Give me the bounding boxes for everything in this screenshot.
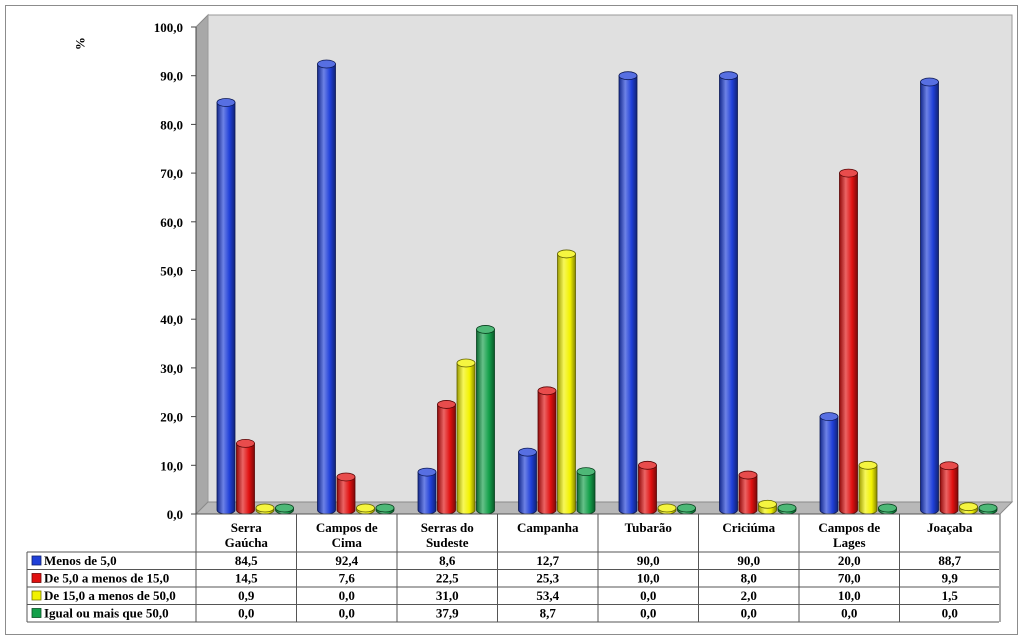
bar bbox=[678, 504, 696, 514]
data-value: 12,7 bbox=[536, 553, 560, 568]
data-value: 0,0 bbox=[238, 605, 255, 621]
bar bbox=[840, 169, 858, 514]
bar bbox=[538, 387, 556, 514]
category-label: Campos de Lages bbox=[818, 520, 881, 550]
bar bbox=[739, 471, 757, 514]
bar-body bbox=[457, 363, 475, 514]
legend-swatch bbox=[32, 574, 41, 583]
bar-top bbox=[960, 503, 978, 511]
bar bbox=[376, 504, 394, 514]
bar bbox=[337, 473, 355, 514]
bar-body bbox=[859, 465, 877, 514]
bar bbox=[778, 504, 796, 514]
data-value: 9,9 bbox=[941, 570, 958, 586]
data-value: 22,5 bbox=[435, 570, 459, 586]
bar-top bbox=[979, 504, 997, 512]
data-value: 8,7 bbox=[539, 605, 556, 621]
bar-body bbox=[820, 417, 838, 514]
y-axis bbox=[73, 20, 196, 522]
bar bbox=[820, 413, 838, 514]
bar-body bbox=[237, 443, 255, 514]
bar bbox=[256, 504, 274, 514]
bar-body bbox=[619, 76, 637, 514]
bar bbox=[577, 468, 595, 514]
y-tick-label: 80,0 bbox=[160, 117, 183, 133]
bar-body bbox=[438, 404, 456, 514]
data-value: 20,0 bbox=[837, 553, 861, 568]
data-value: 88,7 bbox=[938, 553, 962, 568]
bar bbox=[276, 504, 294, 514]
category-label: Criciúma bbox=[722, 520, 776, 535]
bar bbox=[457, 359, 475, 514]
data-value: 37,9 bbox=[435, 605, 459, 621]
bar bbox=[979, 504, 997, 514]
legend-swatch bbox=[32, 591, 41, 600]
bar-top bbox=[558, 250, 576, 258]
bar-top bbox=[820, 413, 838, 421]
data-value: 90,0 bbox=[636, 553, 660, 568]
bar-top bbox=[276, 504, 294, 512]
series-name: De 5,0 a menos de 15,0 bbox=[44, 570, 170, 586]
bar-top bbox=[538, 387, 556, 395]
bar-body bbox=[217, 102, 235, 514]
y-tick-label: 90,0 bbox=[160, 68, 183, 84]
bar-top bbox=[577, 468, 595, 476]
bar-top bbox=[720, 72, 738, 80]
category-label: Tubarão bbox=[624, 520, 672, 535]
bar-body bbox=[739, 475, 757, 514]
bar-body bbox=[940, 466, 958, 514]
data-value: 1,5 bbox=[941, 588, 958, 603]
bar bbox=[940, 462, 958, 514]
data-value: 92,4 bbox=[335, 553, 359, 568]
data-value: 0,0 bbox=[640, 588, 657, 603]
bar bbox=[418, 468, 436, 514]
bar-top bbox=[859, 461, 877, 469]
data-value: 90,0 bbox=[737, 553, 761, 568]
legend-swatch bbox=[32, 609, 41, 618]
category-label: Campanha bbox=[517, 520, 579, 535]
y-tick-label: 50,0 bbox=[160, 263, 183, 279]
bar-body bbox=[639, 465, 657, 514]
bar-top bbox=[739, 471, 757, 479]
bar-top bbox=[318, 60, 336, 68]
bar bbox=[619, 72, 637, 514]
data-value: 8,0 bbox=[740, 570, 757, 586]
bar-top bbox=[678, 504, 696, 512]
y-tick-label: 30,0 bbox=[160, 360, 183, 376]
bar-top bbox=[418, 468, 436, 476]
y-tick-label: 0,0 bbox=[166, 507, 183, 522]
bar bbox=[477, 325, 495, 514]
y-tick-label: 60,0 bbox=[160, 214, 183, 230]
bar bbox=[960, 503, 978, 514]
series-name: De 15,0 a menos de 50,0 bbox=[44, 588, 176, 603]
category-label: Joaçaba bbox=[927, 520, 973, 535]
bar-body bbox=[418, 472, 436, 514]
data-value: 0,9 bbox=[238, 588, 255, 603]
bar bbox=[639, 461, 657, 514]
bar-top bbox=[217, 98, 235, 106]
data-value: 0,0 bbox=[640, 605, 657, 621]
bar-body bbox=[720, 76, 738, 514]
data-value: 8,6 bbox=[439, 553, 456, 568]
legend-swatch bbox=[32, 556, 41, 565]
data-value: 0,0 bbox=[338, 605, 355, 621]
data-value: 53,4 bbox=[536, 588, 560, 603]
bar-top bbox=[759, 500, 777, 508]
bar-top bbox=[477, 325, 495, 333]
bar-body bbox=[318, 64, 336, 514]
bar-top bbox=[940, 462, 958, 470]
side-wall bbox=[196, 15, 208, 514]
bar bbox=[921, 78, 939, 514]
bar-body bbox=[558, 254, 576, 514]
y-tick-label: 20,0 bbox=[160, 409, 183, 425]
data-value: 10,0 bbox=[837, 588, 861, 603]
bar-body bbox=[519, 452, 537, 514]
y-tick-label: 10,0 bbox=[160, 458, 183, 474]
y-tick-label: 40,0 bbox=[160, 312, 183, 328]
bar-top bbox=[519, 448, 537, 456]
data-value: 0,0 bbox=[841, 605, 858, 621]
y-axis-label: % bbox=[73, 37, 88, 50]
bar bbox=[357, 504, 375, 514]
bar bbox=[859, 461, 877, 514]
bar-top bbox=[376, 504, 394, 512]
data-value: 31,0 bbox=[435, 588, 459, 603]
bar-top bbox=[357, 504, 375, 512]
bar-top bbox=[778, 504, 796, 512]
bar-body bbox=[538, 391, 556, 514]
bar-top bbox=[256, 504, 274, 512]
data-value: 25,3 bbox=[536, 570, 560, 586]
data-value: 84,5 bbox=[234, 553, 258, 568]
bar bbox=[759, 500, 777, 514]
data-table bbox=[27, 514, 1000, 622]
bar-top bbox=[658, 504, 676, 512]
bar-top bbox=[619, 72, 637, 80]
bar bbox=[558, 250, 576, 514]
data-value: 0,0 bbox=[740, 605, 757, 621]
bar bbox=[217, 98, 235, 514]
bar-top bbox=[438, 400, 456, 408]
bar-body bbox=[921, 82, 939, 514]
bar-top bbox=[639, 461, 657, 469]
series-name: Menos de 5,0 bbox=[44, 553, 117, 568]
data-value: 7,6 bbox=[338, 570, 355, 586]
bar-top bbox=[237, 439, 255, 447]
category-label: Serra Gaúcha bbox=[224, 520, 268, 550]
bar bbox=[720, 72, 738, 514]
bar bbox=[318, 60, 336, 514]
data-value: 0,0 bbox=[941, 605, 958, 621]
bar-body bbox=[337, 477, 355, 514]
bar-top bbox=[840, 169, 858, 177]
data-value: 2,0 bbox=[740, 588, 757, 603]
bar bbox=[658, 504, 676, 514]
bar-top bbox=[337, 473, 355, 481]
bar-body bbox=[577, 472, 595, 514]
category-label: Serras do Sudeste bbox=[420, 520, 474, 550]
y-tick-label: 100,0 bbox=[153, 20, 183, 35]
data-value: 14,5 bbox=[234, 570, 258, 586]
bar bbox=[519, 448, 537, 514]
bar-top bbox=[921, 78, 939, 86]
series-name: Igual ou mais que 50,0 bbox=[44, 605, 169, 621]
data-value: 0,0 bbox=[338, 588, 355, 603]
y-tick-label: 70,0 bbox=[160, 166, 183, 182]
bar-body bbox=[477, 329, 495, 514]
bar bbox=[879, 504, 897, 514]
bar bbox=[237, 439, 255, 514]
bar bbox=[438, 400, 456, 514]
data-value: 70,0 bbox=[837, 570, 861, 586]
category-label: Campos de Cima bbox=[315, 520, 378, 550]
bar-top bbox=[879, 504, 897, 512]
bar-top bbox=[457, 359, 475, 367]
data-value: 10,0 bbox=[636, 570, 660, 586]
bar-body bbox=[840, 173, 858, 514]
